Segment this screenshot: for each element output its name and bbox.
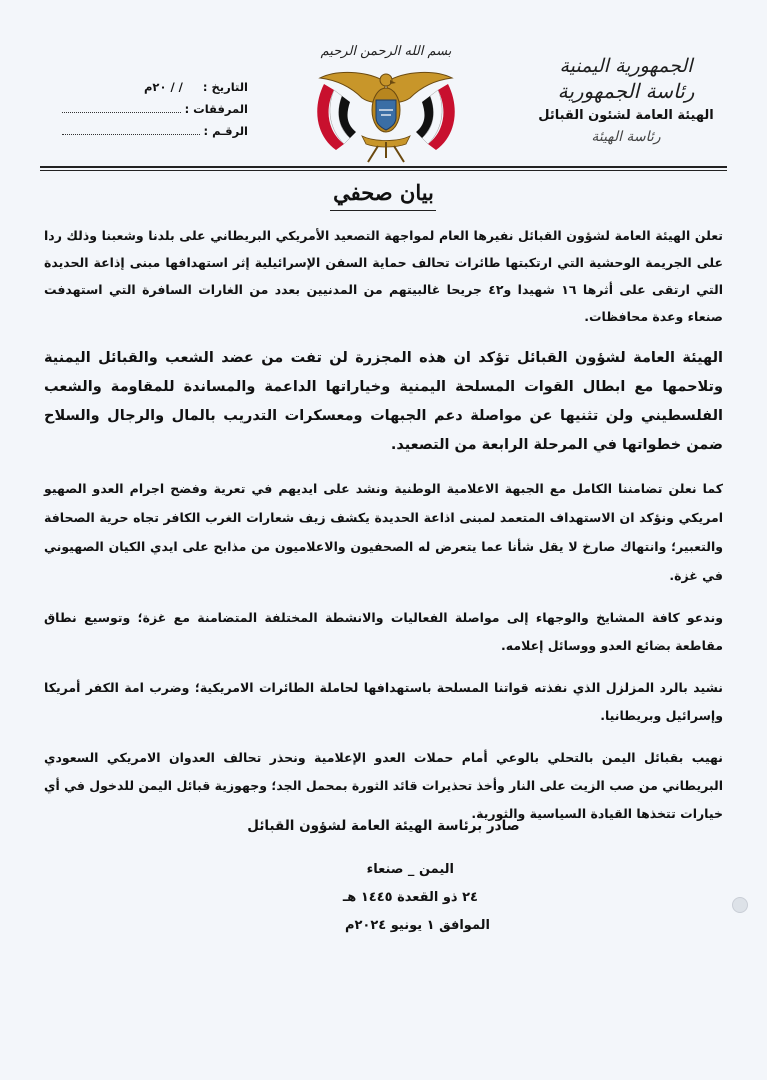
authority-name: الهيئة العامة لشئون القبائل [538, 108, 714, 123]
number-label: الرقـم : [203, 124, 248, 138]
gregorian-date: الموافق ١ يونيو ٢٠٢٤م [344, 918, 490, 933]
paragraph-4: وندعو كافة المشايخ والوجهاء إلى مواصلة الفعاليات والانشطة المختلفة المتضامنة مع غزة؛ وتوسيع نطاق مقاطعة بضائع العدو ووسائل إعلامه. [44, 610, 723, 653]
basmala-text: بسم الله الرحمن الرحيم [320, 44, 452, 59]
letterhead-left [58, 80, 248, 146]
title-underline [330, 210, 436, 211]
paper-mark [732, 897, 748, 913]
date-row [58, 80, 248, 102]
header-divider-thin [40, 170, 727, 171]
number-row [58, 124, 248, 146]
number-dotted-line [62, 125, 200, 135]
header-divider [40, 166, 727, 168]
attachments-row [58, 102, 248, 124]
date-label: التاريخ : [202, 80, 248, 94]
attachments-label: المرفقات : [184, 102, 248, 116]
office-name: رئاسة الهيئة [591, 129, 661, 145]
letterhead-right [521, 54, 731, 148]
paragraph-1: تعلن الهيئة العامة لشؤون القبائل نفيرها العام لمواجهة التصعيد الأمريكي البريطاني على بلدنا وشعبنا وذلك ردا على الجريمة الوحشية التي ارتكبتها طائرات تحالف حماية السفن الإسرائيلية إثر استهدافها مبنى إذاعة الحديدة التي ارتقى على أثرها ١٦ شهيدا و٤٢ جريحا غالبيتهم من المدنيين بعدد من الغارات السافرة التي استهدفت صنعاء وعدة محافظات. [44, 228, 723, 324]
paragraph-3: كما نعلن تضامننا الكامل مع الجبهة الاعلامية الوطنية ونشد على ايديهم في تعرية وفضح اجرام العدو الصهيو امريكي ونؤكد ان الاستهداف المتعمد لمبنى اذاعة الحديدة يكشف زيف شعارات الغرب الكافر تجاه حرية الصحافة والتعبير؛ وانتهاك صارخ لا يقل شأنا عما يتعرض له الصحفيون والاعلاميون من مذابح على ايدي الكيان الصهيوني في غزة. [44, 481, 723, 583]
paragraph-6: نهيب بقبائل اليمن بالتحلي بالوعي أمام حملات العدو الإعلامية ونحذر تحالف العدوان الامريكي السعودي البريطاني من صب الزيت على النار وأخذ تحذيرات قائد الثورة بمحمل الجد؛ وجهوزية قبائل اليمن للدخول في أي خيارات تتخذها القيادة السياسية والثورية. [44, 750, 723, 821]
place-line: اليمن _ صنعاء [366, 862, 454, 877]
republic-name: الجمهورية اليمنية [559, 55, 693, 77]
attachments-dotted-line [62, 103, 181, 113]
statement-body [44, 222, 723, 842]
signature-block [250, 856, 490, 940]
issued-by: صادر برئاسة الهيئة العامة لشؤون القبائل [247, 818, 520, 834]
yemen-emblem-icon [306, 38, 466, 168]
hijri-date: ٢٤ ذو القعدة ١٤٤٥ هـ [342, 890, 478, 905]
page-title: بيان صحفي [333, 180, 434, 205]
date-value: / / ٢٠م [143, 80, 183, 94]
presidency-name: رئاسة الجمهورية [557, 79, 695, 103]
paragraph-2: الهيئة العامة لشؤون القبائل تؤكد ان هذه المجزرة لن تفت من عضد الشعب والقبائل اليمنية وتلاحمها مع ابطال القوات المسلحة اليمنية وخياراتها الداعمة والمساندة للمقاومة والشعب الفلسطيني ولن تثنيها عن مواصلة دعم الجبهات ومعسكرات التدريب بالمال والرجال والسلاح ضمن خطواتها في المرحلة الرابعة من التصعيد. [44, 350, 723, 453]
paragraph-5: نشيد بالرد المزلزل الذي نفذته قواتنا المسلحة باستهدافها لحاملة الطائرات الامريكية؛ وضرب امة الكفر أمريكا وإسرائيل وبريطانيا. [44, 680, 723, 723]
